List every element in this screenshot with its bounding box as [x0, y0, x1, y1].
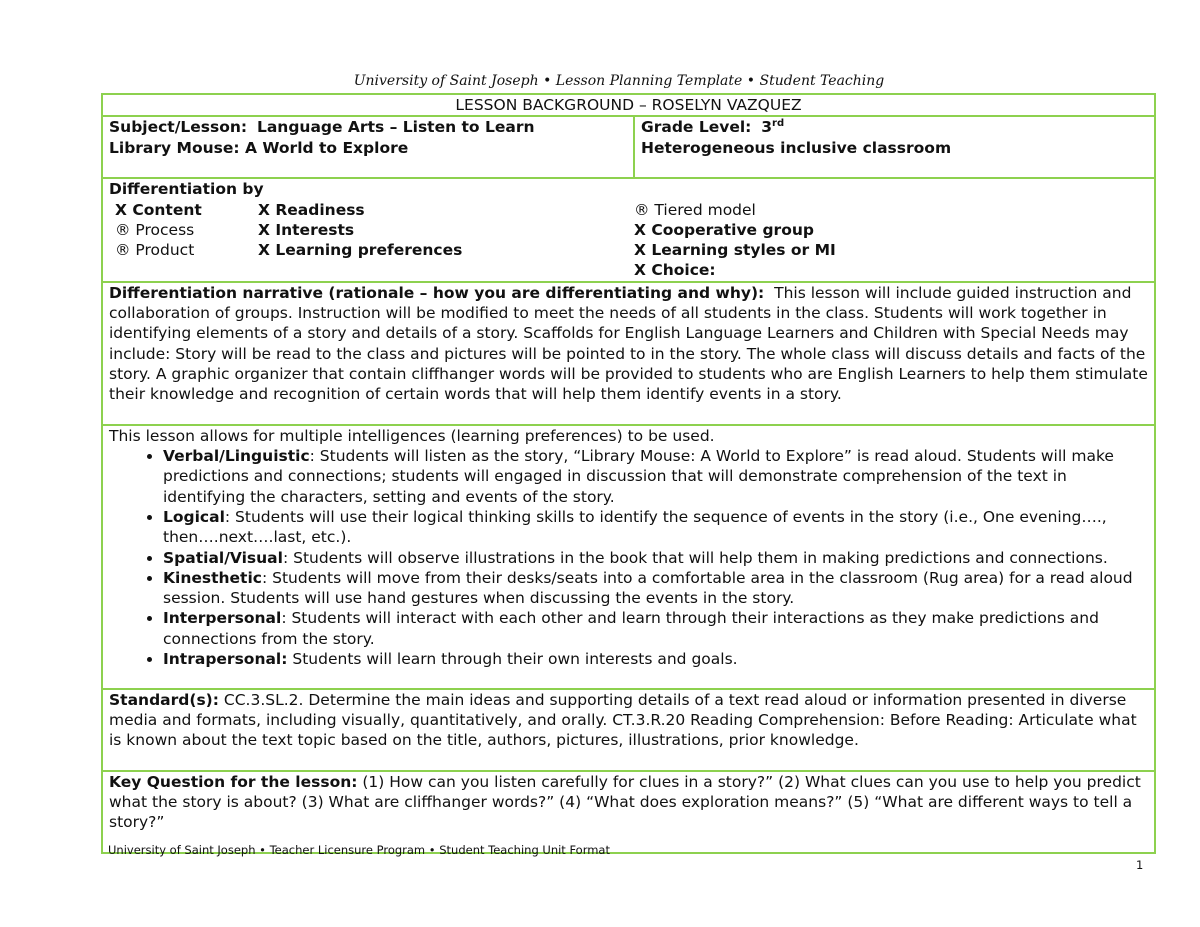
page-number: 1 — [1136, 858, 1144, 872]
grade-label: Grade Level: — [641, 118, 752, 137]
subject-label: Subject/Lesson: — [109, 118, 248, 137]
standards-label: Standard(s): — [109, 690, 219, 709]
intelligence-text: : Students will move from their desks/seats into a comfortable area in the classroom (Rug area) for a read aloud session. Students will use hand gestures when discussing the events in the story. — [163, 568, 1133, 608]
differentiation-row-0 — [109, 200, 1148, 220]
subject-line2: Library Mouse: A World to Explore — [109, 138, 409, 157]
intelligences-row — [102, 425, 1155, 689]
key-question-row — [102, 771, 1155, 853]
lesson-title: LESSON BACKGROUND – ROSELYN VAZQUEZ — [102, 94, 1155, 116]
differentiation-cell — [102, 178, 1155, 281]
grade-sup: rd — [772, 118, 785, 130]
differentiation-option — [109, 260, 258, 280]
narrative-label: Differentiation narrative (rationale – how you are differentiating and why): — [109, 283, 765, 302]
differentiation-row — [102, 178, 1155, 281]
key-question-cell — [102, 771, 1155, 853]
intelligence-label: Logical — [163, 507, 225, 526]
intelligence-text: Students will learn through their own interests and goals. — [287, 650, 738, 669]
differentiation-option: ® Tiered model — [634, 200, 756, 219]
differentiation-grid — [109, 200, 1148, 281]
differentiation-option: ® Process — [115, 220, 195, 239]
intelligences-cell — [102, 425, 1155, 689]
page-footer: University of Saint Joseph • Teacher Licensure Program • Student Teaching Unit Format — [108, 843, 610, 857]
differentiation-option — [258, 260, 634, 280]
standards-text: CC.3.SL.2. Determine the main ideas and supporting details of a text read aloud or information presented in diverse media and formats, including visually, quantitatively, and orally. CT.3.R.20 Reading Comprehension: Before Reading: Articulate what is known about the text topic based on the title, authors, pictures, illustrations, prior knowledge. — [109, 690, 1137, 750]
standards-row — [102, 689, 1155, 771]
page-header: University of Saint Joseph • Lesson Planning Template • Student Teaching — [353, 73, 885, 89]
intelligence-label: Spatial/Visual — [163, 548, 283, 567]
grade-cell — [634, 116, 1155, 178]
intelligence-label: Verbal/Linguistic — [163, 447, 310, 466]
standards-cell — [102, 689, 1155, 771]
narrative-row — [102, 282, 1155, 425]
intelligence-item — [163, 649, 1148, 669]
intelligence-label: Intrapersonal: — [163, 650, 288, 669]
differentiation-option: X Choice: — [634, 261, 716, 280]
intelligence-item — [163, 548, 1148, 568]
intelligence-item — [163, 568, 1148, 609]
differentiation-option: X Learning preferences — [258, 241, 463, 260]
differentiation-option: ® Product — [115, 241, 195, 260]
differentiation-option: X Content — [115, 200, 202, 219]
grade-line2: Heterogeneous inclusive classroom — [641, 138, 952, 157]
differentiation-heading: Differentiation by — [109, 180, 264, 199]
differentiation-row-3 — [109, 260, 1148, 280]
intelligence-label: Kinesthetic — [163, 568, 262, 587]
intelligence-item — [163, 608, 1148, 649]
narrative-text: This lesson will include guided instruction and collaboration of groups. Instruction will be modified to meet the needs of all students in the class. Students will work together in identifying elements of a story and details of a story. Scaffolds for English Language Learners and Children with Special Needs may include: Story will be read to the class and pictures will be pointed to in the story. The whole class will discuss details and facts of the story. A graphic organizer that contain cliffhanger words will be provided to students who are English Learners to help them stimulate their knowledge and recognition of certain words that will help them identify events in a story. — [109, 283, 1148, 404]
intelligences-list — [109, 446, 1148, 669]
intelligence-text: : Students will interact with each other and learn through their interactions as they make predictions and connections from the story. — [163, 609, 1099, 648]
subject-value: Language Arts – Listen to Learn — [256, 118, 535, 137]
key-question-text: (1) How can you listen carefully for clues in a story?” (2) What clues can you use to help you predict what the story is about? (3) What are cliffhanger words?” (4) “What does exploration means?” (5) “What are different ways to tell a story?” — [109, 772, 1141, 832]
key-question-label: Key Question for the lesson: — [109, 772, 358, 791]
intelligence-item — [163, 446, 1148, 507]
differentiation-option: X Cooperative group — [634, 220, 814, 239]
differentiation-row-2 — [109, 240, 1148, 260]
intelligences-intro: This lesson allows for multiple intelligences (learning preferences) to be used. — [109, 426, 715, 445]
title-row — [102, 94, 1155, 116]
differentiation-option: X Learning styles or MI — [634, 241, 836, 260]
grade-value: 3 — [761, 118, 773, 137]
narrative-cell — [102, 282, 1155, 425]
intelligence-text: : Students will use their logical thinking skills to identify the sequence of events in the story (i.e., One evening…., then….next….last, etc.). — [163, 507, 1107, 547]
subject-row — [102, 116, 1155, 178]
intelligence-text: : Students will listen as the story, “Library Mouse: A World to Explore” is read aloud. Students will make predictions and connections; students will engaged in discussion that will demonstrate comprehension of the text in identifying the characters, setting and events of the story. — [163, 447, 1114, 506]
intelligence-label: Interpersonal — [163, 609, 282, 628]
intelligence-item — [163, 507, 1148, 548]
intelligence-text: : Students will observe illustrations in the book that will help them in making predictions and connections. — [282, 548, 1108, 567]
subject-cell — [102, 116, 634, 178]
differentiation-row-1 — [109, 220, 1148, 240]
differentiation-option: X Readiness — [258, 200, 365, 219]
lesson-table — [101, 93, 1156, 854]
differentiation-option: X Interests — [258, 220, 355, 239]
